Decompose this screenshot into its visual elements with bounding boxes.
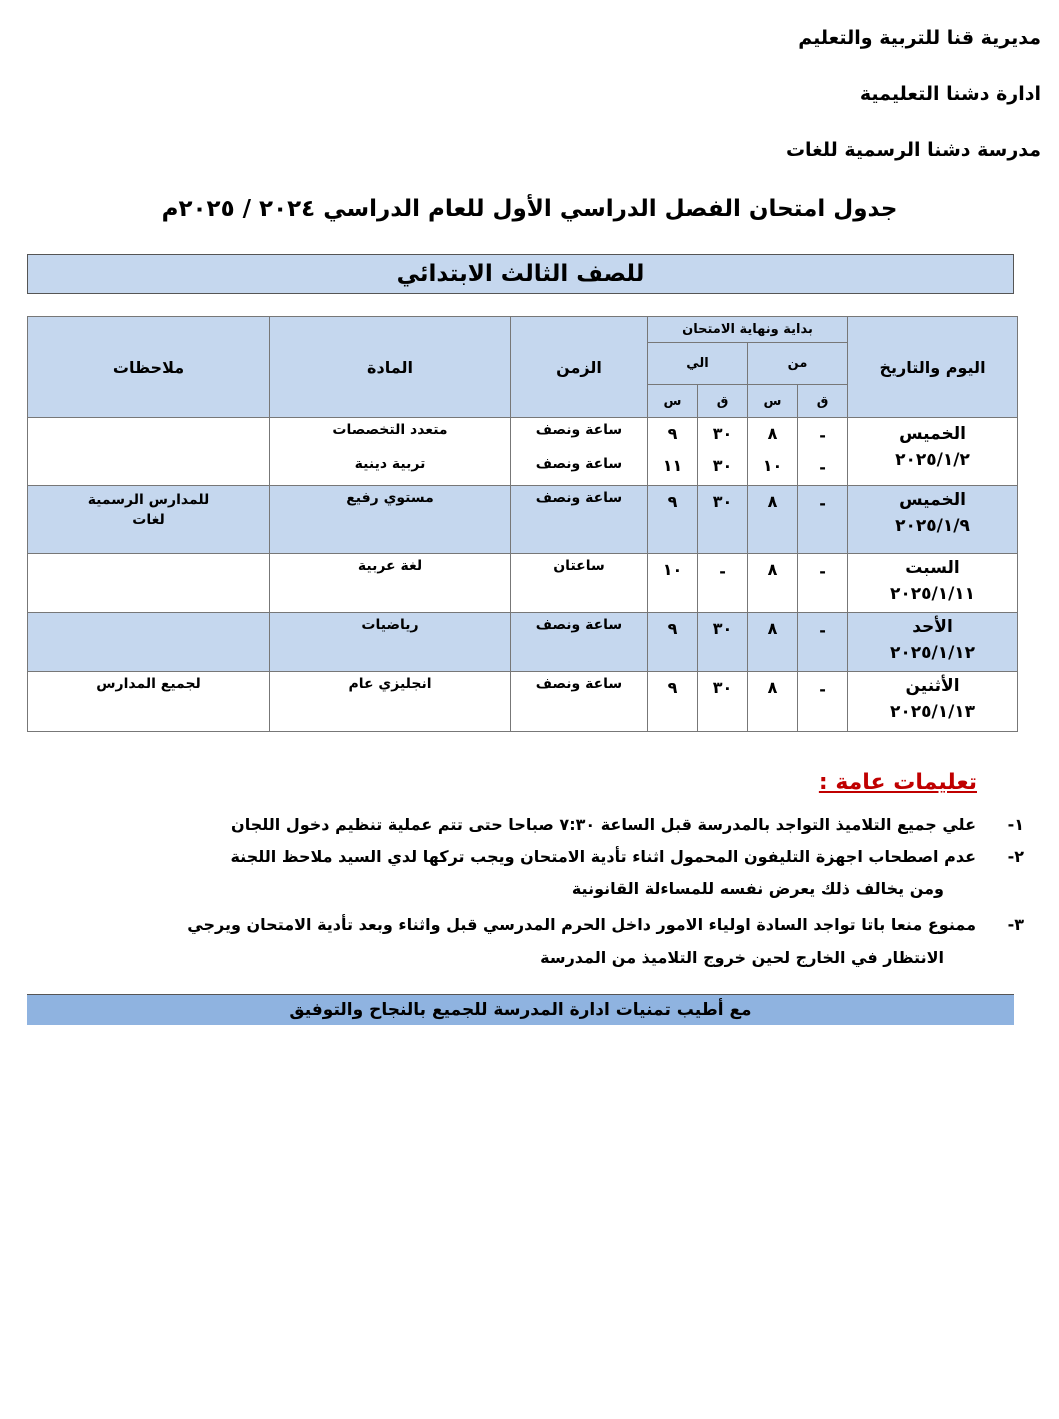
from-minute: - bbox=[819, 426, 826, 445]
table-row bbox=[28, 554, 1018, 613]
row-day: الأحد bbox=[912, 617, 953, 637]
instruction-item bbox=[230, 845, 1024, 869]
header-day-date: اليوم والتاريخ bbox=[848, 317, 1018, 418]
from-hour: ٨ bbox=[767, 424, 778, 443]
row-duration: ساعة ونصف bbox=[535, 490, 623, 506]
closing-banner: مع أطيب تمنيات ادارة المدرسة للجميع بالنجاح والتوفيق bbox=[27, 994, 1014, 1025]
instruction-number: ٣- bbox=[1007, 915, 1024, 934]
school-name: مدرسة دشنا الرسمية للغات bbox=[785, 139, 1041, 161]
to-minute: ٣٠ bbox=[712, 678, 733, 697]
header-notes: ملاحظات bbox=[28, 317, 270, 418]
row-duration: ساعة ونصف bbox=[535, 676, 623, 692]
row-day: الأثنين bbox=[905, 676, 960, 696]
instruction-text: علي جميع التلاميذ التواجد بالمدرسة قبل الساعة ٧:٣٠ صباحا حتى تتم عملية تنظيم دخول اللجان bbox=[231, 815, 976, 834]
row-notes: للمدارس الرسمية لغات bbox=[87, 492, 210, 528]
page-title: جدول امتحان الفصل الدراسي الأول للعام الدراسي ٢٠٢٤ / ٢٠٢٥م bbox=[161, 196, 898, 222]
header-to-hour: س bbox=[648, 385, 698, 418]
from-minute: - bbox=[819, 621, 826, 640]
row-day: السبت bbox=[905, 558, 960, 578]
table-row bbox=[28, 486, 1018, 554]
header-from-hour: س bbox=[748, 385, 798, 418]
to-hour: ١١ bbox=[662, 456, 683, 475]
row-day: الخميس bbox=[899, 490, 966, 510]
header-from: من bbox=[748, 343, 848, 385]
row-date: ٢٠٢٥/١/١٣ bbox=[889, 702, 976, 722]
header-to-minute: ق bbox=[698, 385, 748, 418]
instruction-text: عدم اصطحاب اجهزة التليفون المحمول اثناء تأدية الامتحان ويجب تركها لدي السيد ملاحظ اللجنة bbox=[230, 847, 976, 866]
to-minute: ٣٠ bbox=[712, 492, 733, 511]
row-date: ٢٠٢٥/١/١١ bbox=[889, 584, 976, 604]
to-hour: ٩ bbox=[667, 619, 678, 638]
from-minute: - bbox=[819, 494, 826, 513]
instruction-continuation: الانتظار في الخارج لحين خروج التلاميذ من المدرسة bbox=[540, 948, 944, 967]
instructions-title: تعليمات عامة : bbox=[818, 770, 977, 795]
from-minute: - bbox=[819, 562, 826, 581]
header-subject: المادة bbox=[270, 317, 511, 418]
row-duration: ساعتان bbox=[553, 558, 605, 574]
row-day: الخميس bbox=[899, 424, 966, 444]
row-subject: مستوي رفيع bbox=[346, 490, 434, 506]
to-hour: ٩ bbox=[667, 678, 678, 697]
header-from-minute: ق bbox=[798, 385, 848, 418]
row-duration: ساعة ونصف bbox=[535, 617, 623, 633]
header-duration: الزمن bbox=[511, 317, 648, 418]
to-hour: ٩ bbox=[667, 492, 678, 511]
to-hour: ٩ bbox=[667, 424, 678, 443]
exam-schedule-table bbox=[27, 316, 1018, 732]
from-hour: ١٠ bbox=[762, 456, 783, 475]
instruction-continuation: ومن يخالف ذلك يعرض نفسه للمساءلة القانونية bbox=[571, 879, 944, 898]
row-duration: ساعة ونصف bbox=[535, 422, 623, 438]
row-subject: انجليزي عام bbox=[348, 676, 432, 692]
row-date: ٢٠٢٥/١/٩ bbox=[895, 516, 970, 536]
from-minute: - bbox=[819, 458, 826, 477]
from-hour: ٨ bbox=[767, 560, 778, 579]
to-minute: ٣٠ bbox=[712, 456, 733, 475]
directorate-name: مديرية قنا للتربية والتعليم bbox=[798, 27, 1041, 49]
from-hour: ٨ bbox=[767, 619, 778, 638]
header-start-end: بداية ونهاية الامتحان bbox=[648, 317, 848, 343]
from-hour: ٨ bbox=[767, 492, 778, 511]
table-row bbox=[28, 418, 1018, 486]
row-subject: تربية دينية bbox=[354, 456, 426, 472]
instruction-item bbox=[231, 813, 1024, 837]
to-minute: ٣٠ bbox=[712, 619, 733, 638]
row-subject: متعدد التخصصات bbox=[332, 422, 448, 438]
administration-name: ادارة دشنا التعليمية bbox=[859, 83, 1041, 105]
to-minute: - bbox=[719, 562, 726, 581]
from-minute: - bbox=[819, 680, 826, 699]
instruction-number: ٢- bbox=[1007, 847, 1024, 866]
instruction-item bbox=[187, 913, 1024, 937]
row-subject: رياضيات bbox=[361, 617, 419, 633]
row-notes: لجميع المدارس bbox=[96, 676, 201, 692]
table-row bbox=[28, 613, 1018, 672]
table-row bbox=[28, 672, 1018, 732]
row-date: ٢٠٢٥/١/٢ bbox=[895, 450, 970, 470]
row-duration: ساعة ونصف bbox=[535, 456, 623, 472]
instruction-text: ممنوع منعا باتا تواجد السادة اولياء الامور داخل الحرم المدرسي قبل واثناء وبعد تأدية الامتحان ويرجي bbox=[187, 915, 976, 934]
to-hour: ١٠ bbox=[662, 560, 683, 579]
grade-banner: للصف الثالث الابتدائي bbox=[27, 254, 1014, 294]
instruction-number: ١- bbox=[1007, 815, 1024, 834]
from-hour: ٨ bbox=[767, 678, 778, 697]
row-subject: لغة عربية bbox=[357, 558, 423, 574]
row-date: ٢٠٢٥/١/١٢ bbox=[889, 643, 976, 663]
header-to: الي bbox=[648, 343, 748, 385]
to-minute: ٣٠ bbox=[712, 424, 733, 443]
